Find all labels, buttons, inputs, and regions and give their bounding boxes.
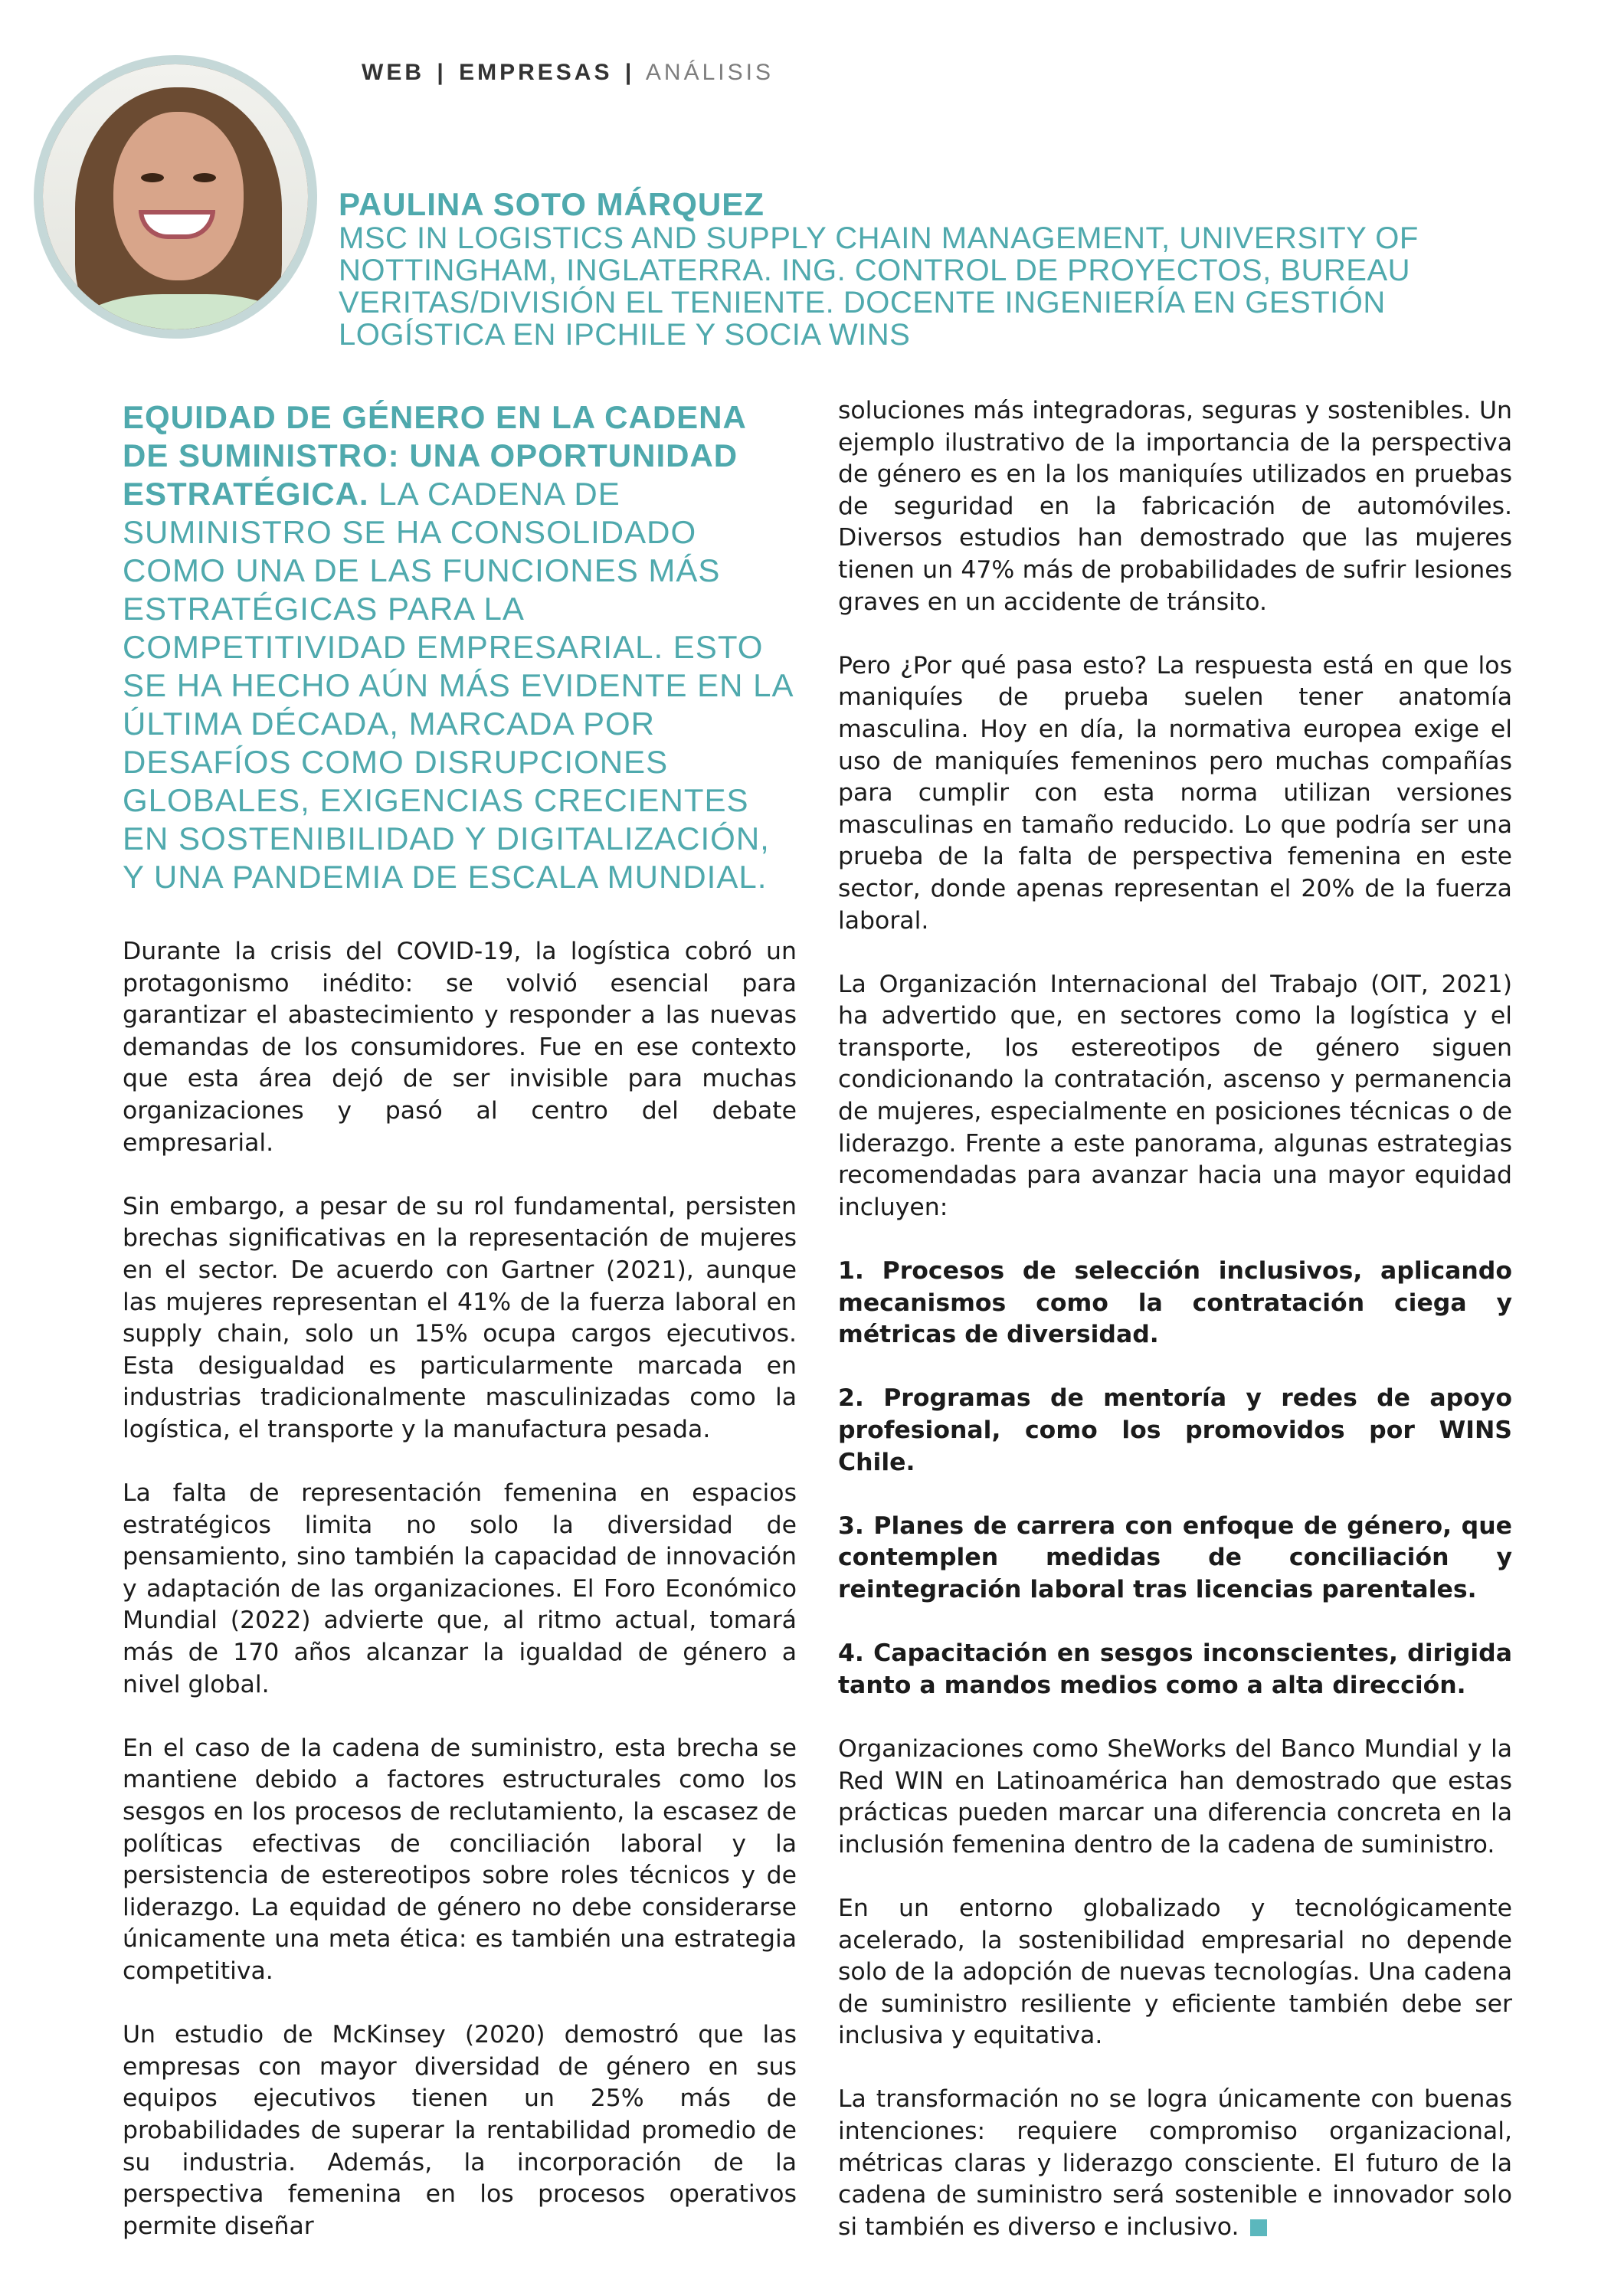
paragraph: En un entorno globalizado y tecnológicamente acelerado, la sostenibilidad empresarial no depende solo de la adopción de nuevas tecnologías. Una cadena de suministro resiliente y eficiente también debe ser inclusiva y equitativa. xyxy=(838,1894,1512,2050)
section-analisis: ANÁLISIS xyxy=(645,60,774,85)
paragraph: Un estudio de McKinsey (2020) demostró que las empresas con mayor diversidad de género en sus equipos ejecutivos tienen un 25% más de probabilidades de superar la rentabilidad promedio de su industria. Además, la incorporación de la perspectiva femenina en los procesos operativos permite diseñar xyxy=(123,2021,797,2240)
right-column xyxy=(838,395,1512,2275)
paragraph: En el caso de la cadena de suministro, esta brecha se mantiene debido a factores estructurales como los sesgos en los procesos de reclutamiento, la escasez de políticas efectivas de conciliación laboral y la persistencia de estereotipos sobre roles técnicos y de liderazgo. La equidad de género no debe considerarse únicamente una meta ética: es también una estrategia competitiva. xyxy=(123,1734,797,1985)
strategy-item: 4. Capacitación en sesgos inconscientes, dirigida tanto a mandos medios como a alta dirección. xyxy=(838,1639,1512,1699)
strategy-item: 3. Planes de carrera con enfoque de género, que contemplen medidas de conciliación y reintegración laboral tras licencias parentales. xyxy=(838,1511,1512,1603)
paragraph: soluciones más integradoras, seguras y sostenibles. Un ejemplo ilustrativo de la importancia de la perspectiva de género es en la los maniquíes utilizados en pruebas de seguridad en la fabricación de automóviles. Diversos estudios han demostrado que las mujeres tienen un 47% más de probabilidades de sufrir lesiones graves en un accidente de tránsito. xyxy=(838,397,1512,616)
left-column xyxy=(123,398,797,2275)
section-empresas: EMPRESAS xyxy=(459,60,613,85)
breadcrumb-separator: | xyxy=(437,60,447,85)
paragraph: La falta de representación femenina en espacios estratégicos limita no solo la diversidad de pensamiento, sino también la capacidad de innovación y adaptación de las organizaciones. El Foro Económico Mundial (2022) advierte que, al ritmo actual, tomará más de 170 años alcanzar la igualdad de género a nivel global. xyxy=(123,1479,797,1698)
article-intro: LA CADENA DE SUMINISTRO SE HA CONSOLIDADO COMO UNA DE LAS FUNCIONES MÁS ESTRATÉGICAS PARA LA COMPETITIVIDAD EMPRESARIAL. ESTO SE HA HECHO AÚN MÁS EVIDENTE EN LA ÚLTIMA DÉCADA, MARCADA POR DESAFÍOS COMO DISRUPCIONES GLOBALES, EXIGENCIAS CRECIENTES EN SOSTENIBILIDAD Y DIGITALIZACIÓN, Y UNA PANDEMIA DE ESCALA MUNDIAL. xyxy=(123,476,793,895)
author-photo xyxy=(34,55,317,339)
author-block xyxy=(339,187,1534,351)
author-name: PAULINA SOTO MÁRQUEZ xyxy=(339,186,765,222)
article-title: EQUIDAD DE GÉNERO EN LA CADENA DE SUMINISTRO: UNA OPORTUNIDAD ESTRATÉGICA. xyxy=(123,399,746,512)
breadcrumb-separator: | xyxy=(624,60,635,85)
paragraph: Durante la crisis del COVID-19, la logística cobró un protagonismo inédito: se volvió esencial para garantizar el abastecimiento y responder a las nuevas demandas de los consumidores. Fue en ese contexto que esta área dejó de ser invisible para muchas organizaciones y pasó al centro del debate empresarial. xyxy=(123,938,797,1157)
final-paragraph xyxy=(838,2084,1512,2243)
paragraph: Sin embargo, a pesar de su rol fundamental, persisten brechas significativas en la representación de mujeres en el sector. De acuerdo con Gartner (2021), aunque las mujeres representan el 41% de la fuerza laboral en supply chain, solo un 15% ocupa cargos ejecutivos. Esta desigualdad es particularmente marcada en industrias tradicionalmente masculinizadas como la logística, el transporte y la manufactura pesada. xyxy=(123,1192,797,1443)
section-web: WEB xyxy=(362,60,424,85)
final-paragraph-text: La transformación no se logra únicamente con buenas intenciones: requiere compromiso organizacional, métricas claras y liderazgo consciente. El futuro de la cadena de suministro será sostenible e innovador solo si también es diverso e inclusivo. xyxy=(838,2085,1512,2241)
author-credentials: MSC IN LOGISTICS AND SUPPLY CHAIN MANAGEMENT, UNIVERSITY OF NOTTINGHAM, INGLATERRA. ING. CONTROL DE PROYECTOS, BUREAU VERITAS/DIVISIÓN EL TENIENTE. DOCENTE INGENIERÍA EN GESTIÓN LOGÍSTICA EN IPCHILE Y SOCIA WINS xyxy=(339,221,1419,352)
paragraph: Pero ¿Por qué pasa esto? La respuesta está en que los maniquíes de prueba suelen tener anatomía masculina. Hoy en día, la normativa europea exige el uso de maniquíes femeninos pero muchas compañías para cumplir con esta norma utilizan versiones masculinas en tamaño reducido. Lo que podría ser una prueba de la falta de perspectiva femenina en este sector, donde apenas representan el 20% de la fuerza laboral. xyxy=(838,651,1512,935)
end-of-article-mark xyxy=(1250,2219,1267,2236)
strategy-item: 1. Procesos de selección inclusivos, aplicando mecanismos como la contratación ciega y métricas de diversidad. xyxy=(838,1257,1512,1349)
section-breadcrumb xyxy=(362,60,774,86)
paragraph: Organizaciones como SheWorks del Banco Mundial y la Red WIN en Latinoamérica han demostrado que estas prácticas pueden marcar una diferencia concreta en la inclusión femenina dentro de la cadena de suministro. xyxy=(838,1734,1512,1859)
article-lede xyxy=(123,398,797,896)
strategy-item: 2. Programas de mentoría y redes de apoyo profesional, como los promovidos por WINS Chile. xyxy=(838,1384,1512,1476)
paragraph: La Organización Internacional del Trabajo (OIT, 2021) ha advertido que, en sectores como la logística y el transporte, los estereotipos de género siguen condicionando la contratación, ascenso y permanencia de mujeres, especialmente en posiciones técnicas o de liderazgo. Frente a este panorama, algunas estrategias recomendadas para avanzar hacia una mayor equidad incluyen: xyxy=(838,970,1512,1221)
